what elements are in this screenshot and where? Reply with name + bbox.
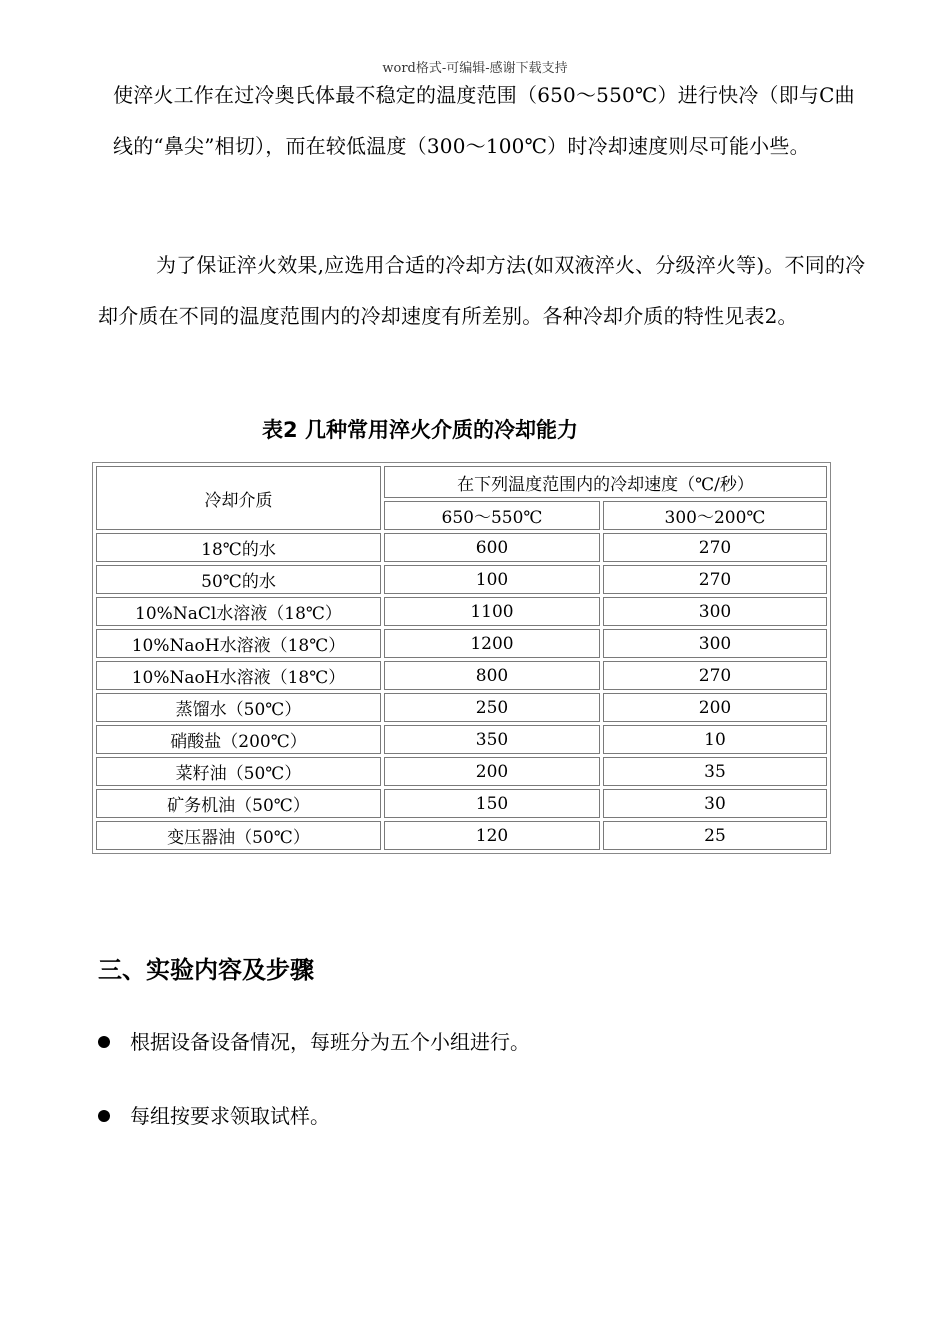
table-row bbox=[96, 757, 827, 786]
table-row bbox=[96, 565, 827, 594]
cell-rate-650-550: 600 bbox=[384, 533, 600, 562]
table-row bbox=[96, 533, 827, 562]
cell-rate-300-200: 25 bbox=[603, 821, 827, 850]
cell-medium: 矿务机油（50℃） bbox=[96, 789, 381, 818]
cell-rate-300-200: 300 bbox=[603, 597, 827, 626]
cell-rate-650-550: 120 bbox=[384, 821, 600, 850]
cell-medium: 菜籽油（50℃） bbox=[96, 757, 381, 786]
cell-medium: 50℃的水 bbox=[96, 565, 381, 594]
cell-medium: 10%NaCl水溶液（18℃） bbox=[96, 597, 381, 626]
paragraph-cooling-method-text: 为了保证淬火效果,应选用合适的冷却方法(如双液淬火、分级淬火等)。不同的冷却介质在不同的温度范围内的冷却速度有所差别。各种冷却介质的特性见表2。 bbox=[98, 253, 866, 328]
cell-rate-650-550: 200 bbox=[384, 757, 600, 786]
paragraph-cooling-method bbox=[98, 240, 868, 342]
header-medium: 冷却介质 bbox=[96, 466, 381, 530]
cell-rate-300-200: 30 bbox=[603, 789, 827, 818]
cell-rate-300-200: 270 bbox=[603, 533, 827, 562]
cell-rate-300-200: 10 bbox=[603, 725, 827, 754]
bullet-icon bbox=[98, 1110, 110, 1122]
paragraph-cooling-rate: 使淬火工作在过冷奥氏体最不稳定的温度范围（650～550℃）进行快冷（即与C曲线的“鼻尖”相切），而在较低温度（300～100℃）时冷却速度则尽可能小些。 bbox=[113, 83, 855, 158]
table-row bbox=[96, 789, 827, 818]
cell-rate-300-200: 270 bbox=[603, 565, 827, 594]
cell-rate-650-550: 150 bbox=[384, 789, 600, 818]
list-item-text: 根据设备设备情况，每班分为五个小组进行。 bbox=[130, 1030, 530, 1054]
list-item-text: 每组按要求领取试样。 bbox=[130, 1104, 330, 1128]
bullet-icon bbox=[98, 1036, 110, 1048]
table-header-row bbox=[96, 466, 827, 498]
cell-medium: 变压器油（50℃） bbox=[96, 821, 381, 850]
cell-medium: 18℃的水 bbox=[96, 533, 381, 562]
table-row bbox=[96, 821, 827, 850]
cell-rate-650-550: 100 bbox=[384, 565, 600, 594]
list-item bbox=[98, 1026, 530, 1055]
header-range-650-550: 650～550℃ bbox=[384, 501, 600, 530]
cell-rate-650-550: 800 bbox=[384, 661, 600, 690]
list-item bbox=[98, 1100, 330, 1129]
cell-medium: 蒸馏水（50℃） bbox=[96, 693, 381, 722]
cell-medium: 硝酸盐（200℃） bbox=[96, 725, 381, 754]
cell-rate-650-550: 350 bbox=[384, 725, 600, 754]
cell-rate-650-550: 250 bbox=[384, 693, 600, 722]
page-header: word格式-可编辑-感谢下载支持 bbox=[382, 61, 568, 76]
header-speed: 在下列温度范围内的冷却速度（℃/秒） bbox=[384, 466, 827, 498]
cell-medium: 10%NaoH水溶液（18℃） bbox=[96, 661, 381, 690]
cooling-media-table bbox=[92, 462, 831, 854]
table-row bbox=[96, 725, 827, 754]
cell-medium: 10%NaoH水溶液（18℃） bbox=[96, 629, 381, 658]
table-caption: 表2 几种常用淬火介质的冷却能力 bbox=[262, 418, 578, 442]
header-range-300-200: 300～200℃ bbox=[603, 501, 827, 530]
cell-rate-300-200: 35 bbox=[603, 757, 827, 786]
cell-rate-650-550: 1200 bbox=[384, 629, 600, 658]
cell-rate-300-200: 300 bbox=[603, 629, 827, 658]
table-row bbox=[96, 693, 827, 722]
table-row bbox=[96, 661, 827, 690]
table-row bbox=[96, 629, 827, 658]
section-title: 三、实验内容及步骤 bbox=[98, 956, 314, 984]
cell-rate-300-200: 270 bbox=[603, 661, 827, 690]
table-row bbox=[96, 597, 827, 626]
cell-rate-650-550: 1100 bbox=[384, 597, 600, 626]
cell-rate-300-200: 200 bbox=[603, 693, 827, 722]
